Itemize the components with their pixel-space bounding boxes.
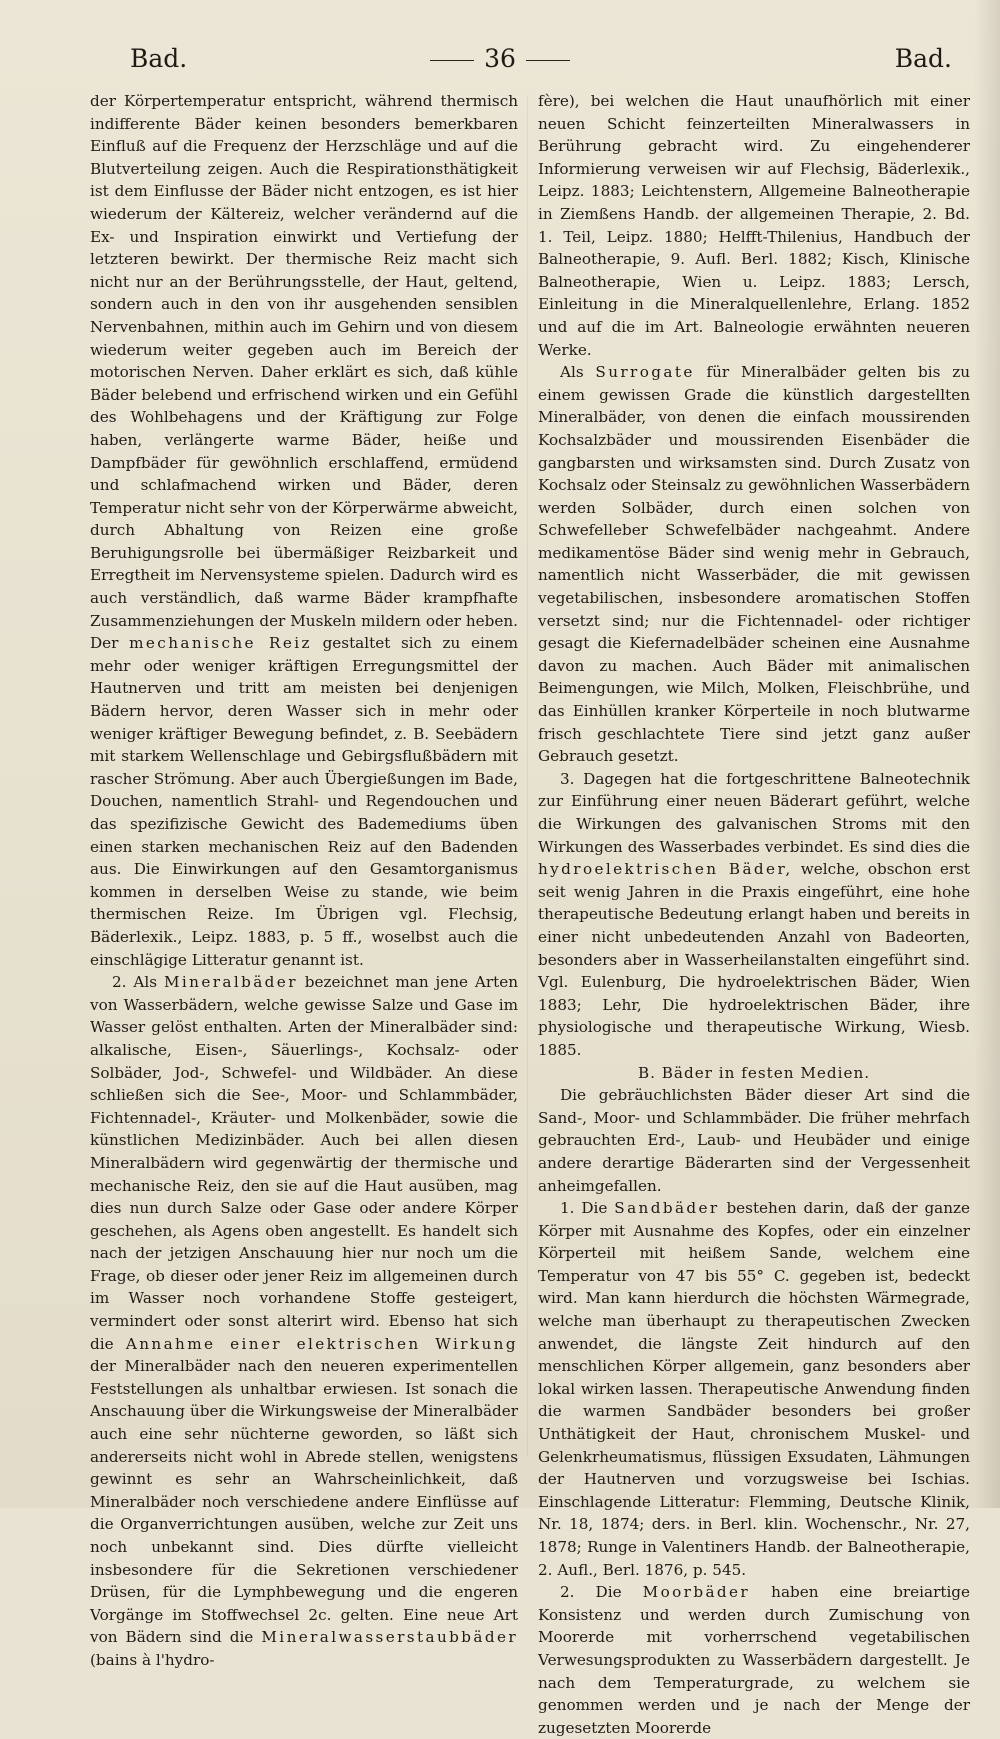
left-paragraph-1 [90,90,518,971]
left-p2-rest2: der Mineralbäder nach den neueren experimentellen Feststellungen als unhaltbar erwiesen. Ist sonach die Anschauung über die Wirkungsweise der Mineralbäder auch eine sehr nüchterne geworden, so läßt sich andererseits nicht wohl in Abrede stellen, wenigstens gewinnt es sehr an Wahrscheinlichkeit, daß Mineralbäder noch verschiedene andere Einflüsse auf die Organverrichtungen ausüben, welche zur Zeit uns noch unbekannt sind. Dies dürfte vielleicht insbesondere für die Sekretionen verschiedener Drüsen, für die Lymphbewegung und die engeren Vorgänge im Stoffwechsel 2c. gelten. Eine neue Art von Bädern sind die [90,1357,518,1647]
right-paragraph-5 [538,1197,970,1581]
page-number-line [0,44,1000,73]
left-column [90,90,519,1669]
header-left-word: Bad. [130,44,188,73]
column-gutter [527,96,528,1456]
right-p5-rest: bestehen darin, daß der ganze Körper mit Ausnahme des Kopfes, oder ein einzelner Körperteil mit heißem Sande, welchem eine Temperatur von 47 bis 55° C. gegeben ist, bedeckt wird. Man kann hierdurch die höchsten Wärmegrade, welche man überhaupt zu therapeutischen Zwecken anwendet, die längste Zeit hindurch auf den menschlichen Körper allgemein, ganz besonders aber lokal wirken lassen. Therapeutische Anwendung finden die warmen Sandbäder besonders bei großer Unthätigkeit der Haut, chronischem Muskel- und Gelenkrheumatismus, flüssigen Exsudaten, Lähmungen der Hautnerven und vorzugsweise bei Ischias. Einschlagende Litteratur: Flemming, Deutsche Klinik, Nr. 18, 1874; ders. in Berl. klin. Wochenschr., Nr. 27, 1878; Runge in Valentiners Handb. der Balneotherapie, 2. Aufl., Berl. 1876, p. 545. [538,1199,971,1579]
left-p2-start: 2. Als [112,973,158,992]
running-header [0,44,1000,88]
right-p4-text: Die gebräuchlichsten Bäder dieser Art sind die Sand-, Moor- und Schlammbäder. Die früher mehrfach gebrauchten Erd-, Laub- und Heubäder und einige andere derartige Bäderarten sind der Vergessenheit anheimgefallen. [538,1086,970,1195]
left-p1-term: mechanische Reiz [129,634,312,653]
left-p2-term2: Annahme einer elektrischen Wirkung [125,1334,518,1353]
right-p5-start: 1. Die [560,1199,608,1218]
header-right-word: Bad. [894,44,952,73]
right-paragraph-4 [538,1084,970,1197]
right-paragraph-6 [538,1581,970,1739]
right-p3-term: hydroelektrischen Bäder, [538,860,793,879]
right-paragraph-3 [538,768,970,1062]
header-dash-left [430,60,474,61]
left-p2-term3: Mineralwasserstaubbäder [261,1628,519,1647]
section-heading-b: B. Bäder in festen Medien. [637,1063,871,1082]
header-dash-right [526,60,570,61]
left-p1-rest: gestaltet sich zu einem mehr oder weniger kräftigen Erregungsmittel der Hautnerven und tritt am meisten bei denjenigen Bädern hervor, deren Wasser sich in mehr oder weniger kräftiger Bewegung befindet, z. B. Seebädern mit starkem Wellenschlage und Gebirgsflußbädern mit rascher Strömung. Aber auch Übergießungen im Bade, Douchen, namentlich Strahl- und Regendouchen und das spezifizische Gewicht des Bademediums üben einen starken mechanischen Reiz auf den Badenden aus. Die Einwirkungen auf den Gesamtorganismus kommen in derselben Weise zu stande, wie beim thermischen Reize. Im Übrigen vgl. Flechsig, Bäderlexik., Leipz. 1883, p. 5 ff., woselbst auch die einschlägige Litteratur genannt ist. [90,634,519,969]
right-p6-rest: haben eine breiartige Konsistenz und werden durch Zumischung von Moorerde mit vorherrschend vegetabilischen Verwesungsprodukten zu Wasserbädern dargestellt. Je nach dem Temperaturgrade, zu welchem sie genommen werden und je nach der Menge der zugesetzten Moorerde [538,1583,971,1737]
right-p2-start: Als [560,363,584,382]
right-p1-text: fère), bei welchen die Haut unaufhörlich mit einer neuen Schicht feinzerteilten Mineralwassers in Berührung gebracht wird. Zu eingehenderer Informierung verweisen wir auf Flechsig, Bäderlexik., Leipz. 1883; Leichtenstern, Allgemeine Balneotherapie in Ziemßens Handb. der allgemeinen Therapie, 2. Bd. 1. Teil, Leipz. 1880; Helfft-Thilenius, Handbuch der Balneotherapie, 9. Aufl. Berl. 1882; Kisch, Klinische Balneotherapie, Wien u. Leipz. 1883; Lersch, Einleitung in die Mineralquellenlehre, Erlang. 1852 und auf die im Art. Balneologie erwähnten neueren Werke. [538,92,970,359]
page-number: 36 [484,44,516,73]
right-p2-rest: für Mineralbäder gelten bis zu einem gewissen Grade die künstlich dargestellten Mineralbäder, von denen die einfach moussirenden Kochsalzbäder und moussirenden Eisenbäder die gangbarsten und wirksamsten sind. Durch Zusatz von Kochsalz oder Steinsalz zu gewöhnlichen Wasserbädern werden Solbäder, durch einen solchen von Schwefelleber Schwefelbäder nachgeahmt. Andere medikamentöse Bäder sind wenig mehr in Gebrauch, namentlich nicht Wasserbäder, die mit gewissen vegetabilischen, insbesondere aromatischen Stoffen versetzt sind; nur die Fichtennadel- oder richtiger gesagt die Kiefernadelbäder scheinen eine Ausnahme davon zu machen. Auch Bäder mit animalischen Beimengungen, wie Milch, Molken, Fleischbrühe, und das Einhüllen kranker Körperteile in noch blutwarme frisch geschlachtete Tiere sind jetzt ganz außer Gebrauch gesetzt. [538,363,970,766]
right-p3-rest: welche, obschon erst seit wenig Jahren in die Praxis eingeführt, eine hohe therapeutische Bedeutung erlangt haben und bereits in einer nicht unbedeutenden Anzahl von Badeorten, besonders aber in Wasserheilanstalten eingeführt sind. Vgl. Eulenburg, Die hydroelektrischen Bäder, Wien 1883; Lehr, Die hydroelektrischen Bäder, ihre physiologische und therapeutische Wirkung, Wiesb. 1885. [538,860,971,1059]
left-p2-end: (bains à l'hydro- [90,1650,215,1669]
right-p5-term: Sandbäder [614,1199,720,1218]
right-p3-start: 3. Dagegen hat die fortgeschrittene Balneotechnik zur Einführung einer neuen Bäderart geführt, welche die Wirkungen des galvanischen Stroms mit den Wirkungen des Wasserbades verbindet. Es sind dies die [538,769,970,856]
page-edge-shadow [974,0,1000,1508]
right-p6-term: Moorbäder [642,1583,751,1602]
right-paragraph-2 [538,361,970,768]
left-paragraph-2 [90,971,518,1671]
right-column [538,90,971,1737]
right-p2-term: Surrogate [595,363,695,382]
left-p2-term: Mineralbäder [163,973,298,992]
left-p1-text: der Körpertemperatur entspricht, während thermisch indifferente Bäder keinen besonders bemerkbaren Einfluß auf die Frequenz der Herzschläge und auf die Blutverteilung zeigen. Auch die Respirationsthätigkeit ist dem Einflusse der Bäder nicht entzogen, es ist hier wiederum der Kältereiz, welcher verändernd auf die Ex- und Inspiration einwirkt und Vertiefung der letzteren bewirkt. Der thermische Reiz macht sich nicht nur an der Berührungsstelle, der Haut, geltend, sondern auch in den von ihr ausgehenden sensiblen Nervenbahnen, mithin auch im Gehirn und von diesem wiederum weiter gegeben auch im Bereich der motorischen Nerven. Daher erklärt es sich, daß kühle Bäder belebend und erfrischend wirken und ein Gefühl des Wohlbehagens und der Kräftigung zur Folge haben, verlängerte warme Bäder, heiße und Dampfbäder für gewöhnlich erschlaffend, ermüdend und schlafmachend wirken und Bäder, deren Temperatur nicht sehr von der Körperwärme abweicht, durch Abhaltung von Reizen eine große Beruhigungsrolle bei übermäßiger Reizbarkeit und Erregtheit im Nervensysteme spielen. Dadurch wird es auch verständlich, daß warme Bäder krampfhafte Zusammenziehungen der Muskeln mildern oder heben. Der [90,92,518,653]
left-p2-rest: bezeichnet man jene Arten von Wasserbädern, welche gewisse Salze und Gase im Wasser gelöst enthalten. Arten der Mineralbäder sind: alkalische, Eisen-, Säuerlings-, Kochsalz- oder Solbäder, Jod-, Schwefel- und Wildbäder. An diese schließen sich die See-, Moor- und Schlammbäder, Fichtennadel-, Kräuter- und Molkenbäder, sowie die künstlichen Medizinbäder. Auch bei allen diesen Mineralbädern wird gegenwärtig der thermische und mechanische Reiz, den sie auf die Haut ausüben, mag dies nun durch Salze oder Gase oder andere Körper geschehen, als Agens oben angestellt. Es handelt sich nach der jetzigen Anschauung hier nur noch um die Frage, ob dieser oder jener Reiz im allgemeinen durch im Wasser noch vorhandene Stoffe gesteigert, vermindert oder sonst alterirt wird. Ebenso hat sich die [90,973,519,1353]
right-paragraph-1 [538,90,970,361]
right-p6-start: 2. Die [560,1583,622,1602]
